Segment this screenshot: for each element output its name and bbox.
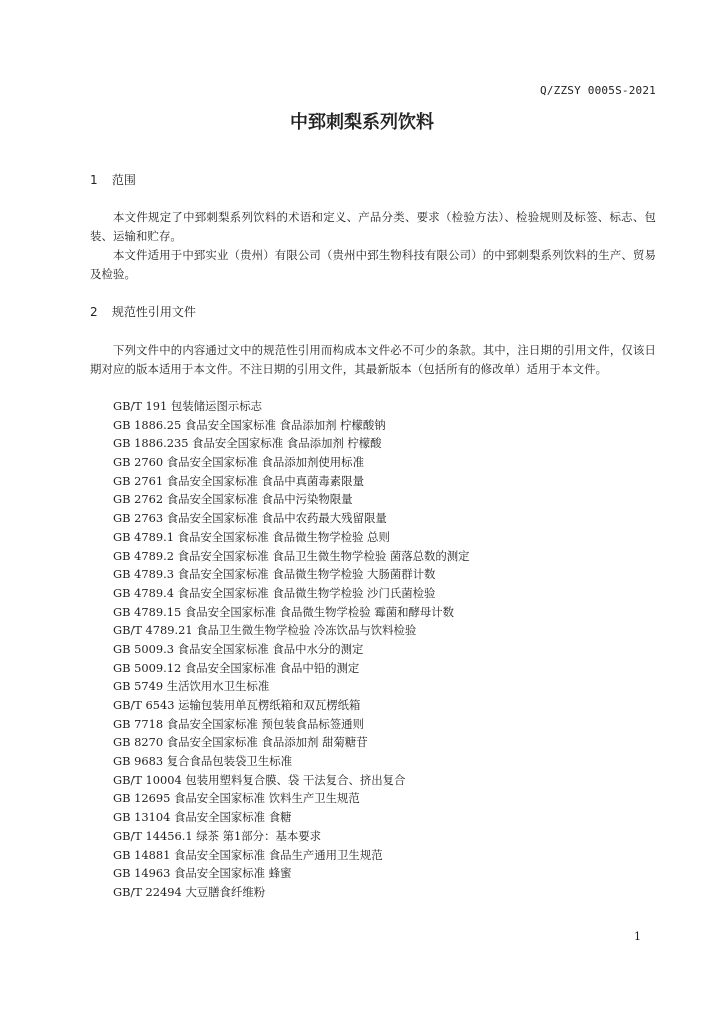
reference-item: GB 4789.4 食品安全国家标准 食品微生物学检验 沙门氏菌检验 bbox=[113, 585, 436, 600]
reference-item: GB 4789.1 食品安全国家标准 食品微生物学检验 总则 bbox=[113, 529, 390, 544]
reference-item: GB 1886.235 食品安全国家标准 食品添加剂 柠檬酸 bbox=[113, 436, 382, 451]
reference-item: GB 5749 生活饮用水卫生标准 bbox=[113, 679, 270, 694]
scope-paragraph-1: 本文件规定了中郅刺梨系列饮料的术语和定义、产品分类、要求（检验方法）、检验规则及标签、标志、包装、运输和贮存。 bbox=[90, 210, 656, 243]
reference-item: GB/T 6543 运输包装用单瓦楞纸箱和双瓦楞纸箱 bbox=[113, 698, 361, 712]
reference-item: GB 12695 食品安全国家标准 饮料生产卫生规范 bbox=[113, 791, 360, 806]
reference-item: GB 2760 食品安全国家标准 食品添加剂使用标准 bbox=[113, 455, 364, 470]
section-heading-normative-references bbox=[90, 303, 196, 320]
standard-code: Q/ZZSY 0005S-2021 bbox=[540, 84, 656, 97]
document-title: 中郅刺梨系列饮料 bbox=[290, 112, 434, 133]
page-number: 1 bbox=[634, 930, 641, 943]
reference-item: GB 4789.2 食品安全国家标准 食品卫生微生物学检验 菌落总数的测定 bbox=[113, 548, 470, 563]
reference-item: GB 14881 食品安全国家标准 食品生产通用卫生规范 bbox=[113, 847, 383, 862]
section-heading-scope bbox=[90, 171, 136, 188]
references-intro-paragraph: 下列文件中的内容通过文中的规范性引用而构成本文件必不可少的条款。其中，注日期的引用文件，仅该日期对应的版本适用于本文件。不注日期的引用文件，其最新版本（包括所有的修改单）适用于本文件。 bbox=[90, 343, 656, 376]
reference-item: GB 4789.15 食品安全国家标准 食品微生物学检验 霉菌和酵母计数 bbox=[113, 604, 455, 619]
reference-item: GB/T 14456.1 绿茶 第1部分：基本要求 bbox=[113, 828, 322, 843]
reference-list bbox=[113, 397, 470, 902]
section-number: 2 bbox=[90, 305, 98, 319]
reference-item: GB 5009.12 食品安全国家标准 食品中铅的测定 bbox=[113, 660, 360, 675]
reference-item: GB 2762 食品安全国家标准 食品中污染物限量 bbox=[113, 492, 353, 507]
reference-item: GB 9683 复合食品包装袋卫生标准 bbox=[113, 754, 292, 769]
section-number: 1 bbox=[90, 173, 98, 187]
reference-item: GB 14963 食品安全国家标准 蜂蜜 bbox=[113, 866, 292, 881]
reference-item: GB 2763 食品安全国家标准 食品中农药最大残留限量 bbox=[113, 511, 387, 526]
reference-item: GB 4789.3 食品安全国家标准 食品微生物学检验 大肠菌群计数 bbox=[113, 567, 436, 582]
section-title: 范围 bbox=[111, 173, 136, 187]
reference-item: GB 5009.3 食品安全国家标准 食品中水分的测定 bbox=[113, 641, 364, 656]
reference-item: GB/T 10004 包装用塑料复合膜、袋 干法复合、挤出复合 bbox=[113, 772, 406, 787]
reference-item: GB 2761 食品安全国家标准 食品中真菌毒素限量 bbox=[113, 473, 364, 488]
reference-item: GB/T 191 包装储运图示标志 bbox=[113, 399, 263, 413]
reference-item: GB 7718 食品安全国家标准 预包装食品标签通则 bbox=[113, 716, 364, 731]
reference-item: GB 8270 食品安全国家标准 食品添加剂 甜菊糖苷 bbox=[113, 735, 368, 750]
reference-item: GB 1886.25 食品安全国家标准 食品添加剂 柠檬酸钠 bbox=[113, 417, 386, 432]
section-title: 规范性引用文件 bbox=[111, 305, 196, 319]
reference-item: GB 13104 食品安全国家标准 食糖 bbox=[113, 810, 292, 825]
scope-paragraph-2: 本文件适用于中郅实业（贵州）有限公司（贵州中郅生物科技有限公司）的中郅刺梨系列饮料的生产、贸易及检验。 bbox=[90, 248, 656, 281]
reference-item: GB/T 4789.21 食品卫生微生物学检验 冷冻饮品与饮料检验 bbox=[113, 623, 417, 638]
reference-item: GB/T 22494 大豆膳食纤维粉 bbox=[113, 884, 266, 899]
